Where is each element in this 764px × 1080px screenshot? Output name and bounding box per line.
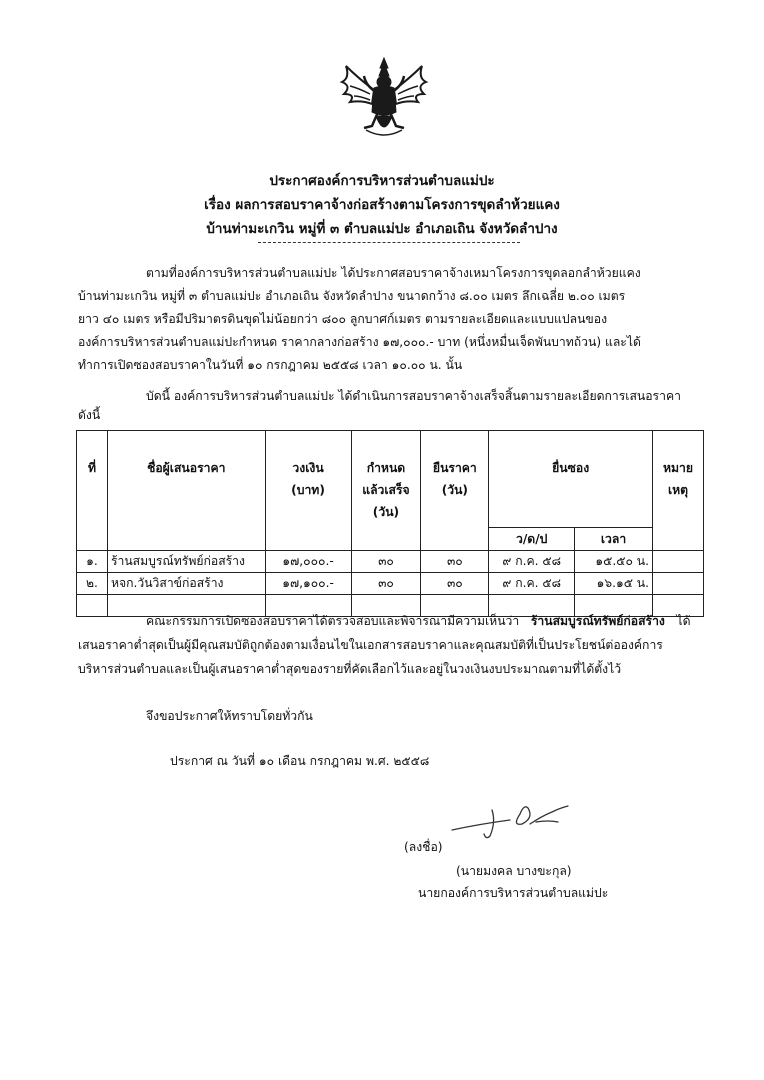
- row-time: ๑๕.๕๐ น.: [575, 551, 653, 573]
- announcement-location: บ้านท่ามะเกวิน หมู่ที่ ๓ ตำบลแม่ปะ อำเภอเถิน จังหวัดลำปาง: [206, 221, 558, 237]
- header-note: [653, 431, 704, 551]
- announcement-title: ประกาศองค์การบริหารส่วนตำบลแม่ปะ: [269, 173, 495, 189]
- paragraph-2-line-1: บัดนี้ องค์การบริหารส่วนตำบลแม่ปะ ได้ดำเนินการสอบราคาจ้างเสร็จสิ้นตามรายละเอียดการเสนอราคา: [146, 389, 681, 403]
- header-validity: [421, 431, 489, 551]
- header-submit-text: ยื่นซอง: [552, 461, 590, 475]
- header-deadline-line-3: (วัน): [372, 505, 400, 519]
- row-deadline: ๓๐: [351, 573, 421, 595]
- row-date: ๙ ก.ค. ๕๘: [489, 551, 575, 573]
- table-header-row: [77, 431, 704, 528]
- table-row: [77, 551, 704, 573]
- signer-position: นายกองค์การบริหารส่วนตำบลแม่ปะ: [418, 886, 609, 900]
- row-bidder: ร้านสมบูรณ์ทรัพย์ก่อสร้าง: [107, 551, 265, 573]
- paragraph-1-line-4: องค์การบริหารส่วนตำบลแม่ปะกำหนด ราคากลางก่อสร้าง ๑๗,๐๐๐.- บาท (หนึ่งหมื่นเจ็ดพันบาทถ้วน) และได้: [78, 335, 641, 349]
- header-deadline: [351, 431, 421, 551]
- closing-announce: จึงขอประกาศให้ทราบโดยทั่วกัน: [146, 709, 313, 723]
- header-no: [77, 431, 108, 551]
- header-bidder-text: ชื่อผู้เสนอราคา: [147, 461, 226, 475]
- row-date: ๙ ก.ค. ๕๘: [489, 573, 575, 595]
- sign-label: (ลงชื่อ): [404, 840, 443, 854]
- paragraph-2-line-2: ดังนี้: [78, 408, 101, 422]
- header-deadline-line-2: แล้วเสร็จ: [362, 483, 410, 497]
- row-validity: ๓๐: [421, 551, 489, 573]
- header-deadline-line-1: กำหนด: [366, 461, 406, 475]
- header-amount: [265, 431, 351, 551]
- result-line-2: เสนอราคาต่ำสุดเป็นผู้มีคุณสมบัติถูกต้องตามเงื่อนไขในเอกสารสอบราคาและคุณสมบัติที่เป็นประโยชน์ต่อองค์การ: [78, 638, 663, 652]
- row-note: [653, 551, 704, 573]
- winning-bidder: ร้านสมบูรณ์ทรัพย์ก่อสร้าง: [530, 614, 665, 628]
- result-line-1: [146, 610, 691, 633]
- empty-cell: [77, 595, 108, 617]
- row-time: ๑๖.๑๕ น.: [575, 573, 653, 595]
- row-amount: ๑๗,๑๐๐.-: [265, 573, 351, 595]
- row-no: ๒.: [77, 573, 108, 595]
- paragraph-1-line-1: ตามที่องค์การบริหารส่วนตำบลแม่ปะ ได้ประกาศสอบราคาจ้างเหมาโครงการขุดลอกลำห้วยแคง: [146, 266, 641, 280]
- header-time: เวลา: [575, 528, 653, 551]
- closing-date: ประกาศ ณ วันที่ ๑๐ เดือน กรกฎาคม พ.ศ. ๒๕๕๘: [170, 754, 430, 768]
- row-note: [653, 573, 704, 595]
- header-note-line-2: เหตุ: [667, 483, 689, 497]
- bids-table: [76, 430, 704, 617]
- header-amount-line-2: (บาท): [291, 483, 325, 497]
- paragraph-1-line-2: บ้านท่ามะเกวิน หมู่ที่ ๓ ตำบลแม่ปะ อำเภอเถิน จังหวัดลำปาง ขนาดกว้าง ๘.๐๐ เมตร ลึกเฉลี่ย ๒.๐๐ เมตร: [78, 289, 626, 303]
- header-date: ว/ด/ป: [489, 528, 575, 551]
- result-line-3: บริหารส่วนตำบลและเป็นผู้เสนอราคาต่ำสุดของรายที่คัดเลือกไว้และอยู่ในวงเงินงบประมาณตามที่ได้ตั้งไว้: [78, 662, 622, 676]
- announcement-subject: เรื่อง ผลการสอบราคาจ้างก่อสร้างตามโครงการขุดลำห้วยแคง: [204, 197, 560, 213]
- row-amount: ๑๗,๐๐๐.-: [265, 551, 351, 573]
- result-intro: คณะกรรมการเปิดซองสอบราคาได้ตรวจสอบและพิจารณามีความเห็นว่า: [146, 614, 520, 628]
- header-amount-line-1: วงเงิน: [292, 461, 324, 475]
- row-no: ๑.: [77, 551, 108, 573]
- header-bidder: [107, 431, 265, 551]
- result-suffix: ได้: [676, 614, 691, 628]
- header-validity-line-1: ยืนราคา: [432, 461, 477, 475]
- paragraph-1-line-3: ยาว ๔๐ เมตร หรือมีปริมาตรดินขุดไม่น้อยกว่า ๘๐๐ ลูกบาศก์เมตร ตามรายละเอียดและแบบแปลนของ: [78, 312, 608, 326]
- row-validity: ๓๐: [421, 573, 489, 595]
- paragraph-1-line-5: ทำการเปิดซองสอบราคาในวันที่ ๑๐ กรกฎาคม ๒๕๕๘ เวลา ๑๐.๐๐ น. นั้น: [78, 358, 463, 372]
- header-validity-line-2: (วัน): [441, 483, 469, 497]
- header-submit: [489, 431, 653, 528]
- row-deadline: ๓๐: [351, 551, 421, 573]
- header-note-line-1: หมาย: [662, 461, 694, 475]
- table-row: [77, 573, 704, 595]
- garuda-emblem: [336, 56, 432, 140]
- header-no-text: ที่: [87, 461, 96, 475]
- row-bidder: หจก.วันวิสาข์ก่อสร้าง: [107, 573, 265, 595]
- header-divider: [258, 242, 520, 243]
- signer-name: (นายมงคล บางขะกุล): [456, 864, 572, 878]
- handwritten-signature: [440, 796, 600, 846]
